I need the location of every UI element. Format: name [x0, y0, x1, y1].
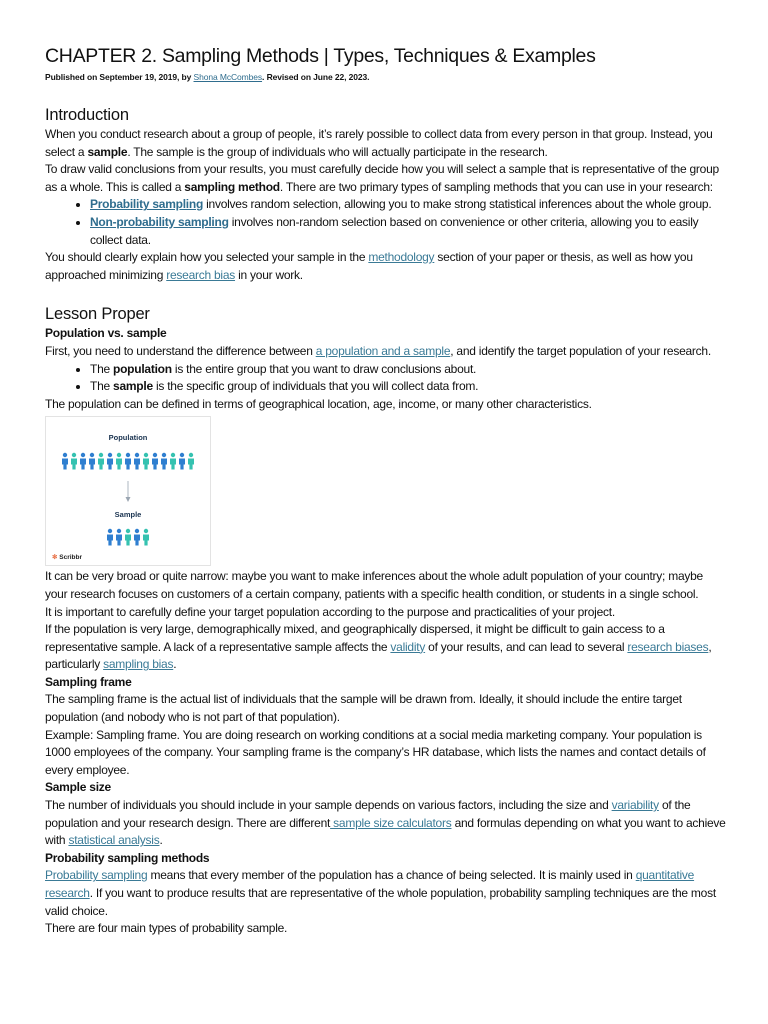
- page-title: CHAPTER 2. Sampling Methods | Types, Techniques & Examples: [45, 45, 596, 67]
- person-icon: [80, 453, 86, 470]
- sample-size-calculators-link[interactable]: sample size calculators: [330, 815, 452, 830]
- person-icon: [62, 453, 68, 470]
- figure-graphic: [46, 417, 210, 565]
- subheading-population-vs-sample: Population vs. sample: [45, 326, 167, 341]
- person-icon: [134, 453, 140, 470]
- list-item: • The sample is the specific group of individuals that you will collect data from.: [90, 378, 728, 396]
- sampling-types-list: [45, 196, 728, 249]
- population-paragraph-1: First, you need to understand the difference between a population and a sample, and identify the target population of your research.: [45, 343, 711, 358]
- person-icon: [116, 453, 122, 470]
- section-heading-lesson-proper: Lesson Proper: [45, 305, 150, 324]
- person-icon: [116, 529, 122, 546]
- research-biases-link[interactable]: research biases: [627, 639, 709, 654]
- population-paragraph-2: The population can be defined in terms of geographical location, age, income, or many other characteristics.: [45, 396, 592, 411]
- statistical-analysis-link[interactable]: statistical analysis: [68, 833, 160, 848]
- variability-link[interactable]: variability: [611, 798, 659, 813]
- population-paragraph-4: It is important to carefully define your target population according to the purpose and practicalities of your project.: [45, 604, 615, 619]
- figure-label-population: Population: [108, 433, 148, 443]
- section-heading-introduction: Introduction: [45, 106, 129, 124]
- person-icon: [143, 453, 149, 470]
- probability-sampling-link-2[interactable]: Probability sampling: [45, 868, 148, 883]
- probability-paragraph-2: There are four main types of probability sample.: [45, 921, 288, 936]
- author-link[interactable]: Shona McCombes: [193, 72, 263, 82]
- sampling-frame-paragraph-1: The sampling frame is the actual list of individuals that the sample will be drawn from. Ideally, it should include the entire target population (and nobody who is not part of that population).: [45, 692, 682, 725]
- list-item: • Non-probability sampling involves non-random selection based on convenience or other criteria, allowing you to easily collect data.: [90, 214, 728, 249]
- intro-paragraph-3: You should clearly explain how you selected your sample in the methodology section of your paper or thesis, as well as how you approached minimizing research bias in your work.: [45, 250, 693, 282]
- list-item: • The population is the entire group that you want to draw conclusions about.: [90, 361, 728, 379]
- arrow-head-icon: [126, 497, 131, 502]
- population-sample-figure: [45, 416, 211, 566]
- population-and-sample-link[interactable]: a population and a sample: [315, 343, 451, 358]
- person-icon: [107, 529, 113, 546]
- person-icon: [125, 453, 131, 470]
- sampling-frame-example: Example: Sampling frame. You are doing research on working conditions at a social media marketing company. Your population is 1000 employees of the company. Your sampling frame is the company’s HR database, which lists the names and contact details of every employee.: [45, 727, 706, 777]
- sampling-bias-link[interactable]: sampling bias: [103, 657, 174, 672]
- validity-link[interactable]: validity: [390, 639, 426, 654]
- person-icon: [98, 453, 104, 470]
- population-definition-list: [45, 361, 728, 396]
- person-icon: [152, 453, 158, 470]
- list-item: • Probability sampling involves random selection, allowing you to make strong statistical inferences about the whole group.: [90, 196, 728, 214]
- person-icon: [179, 453, 185, 470]
- probability-paragraph-1: Probability sampling means that every member of the population has a chance of being selected. It is mainly used in quantitative research. If you want to produce results that are representative of the whole population, probability sampling techniques are the most valid choice.: [45, 868, 716, 918]
- person-icon: [170, 453, 176, 470]
- quantitative-research-link[interactable]: quantitative research: [45, 868, 695, 900]
- population-paragraph-5: If the population is very large, demographically mixed, and geographically dispersed, it might be difficult to gain access to a representative sample. A lack of a representative sample affects the validity of your results, and can lead to several research biases, particularly sampling bias.: [45, 622, 712, 672]
- person-icon: [89, 453, 95, 470]
- subheading-sample-size: Sample size: [45, 780, 111, 795]
- non-probability-sampling-link[interactable]: Non-probability sampling: [90, 214, 229, 229]
- sample-size-paragraph: The number of individuals you should include in your sample depends on various factors, including the size and variability of the population and your research design. There are different sample size calculators and formulas depending on what you want to achieve with statistical analysis.: [45, 798, 726, 848]
- publication-info: Published on September 19, 2019, by Shona McCombes. Revised on June 22, 2023.: [45, 72, 370, 82]
- person-icon: [143, 529, 149, 546]
- person-icon: [71, 453, 77, 470]
- intro-paragraph-1: When you conduct research about a group of people, it’s rarely possible to collect data from every person in that group. Instead, you select a sample. The sample is the group of individuals who will actually participate in the research.: [45, 127, 713, 159]
- person-icon: [134, 529, 140, 546]
- scribbr-logo: ✻ Scribbr: [52, 554, 83, 562]
- figure-label-sample: Sample: [114, 510, 142, 520]
- person-icon: [161, 453, 167, 470]
- person-icon: [188, 453, 194, 470]
- subheading-sampling-frame: Sampling frame: [45, 674, 132, 689]
- intro-paragraph-2: To draw valid conclusions from your results, you must carefully decide how you will select a sample that is representative of the group as a whole. This is called a sampling method. There are two primary types of sampling methods that you can use in your research:: [45, 162, 719, 194]
- probability-sampling-link[interactable]: Probability sampling: [90, 197, 204, 212]
- research-bias-link[interactable]: research bias: [166, 267, 236, 282]
- person-icon: [125, 529, 131, 546]
- person-icon: [107, 453, 113, 470]
- population-paragraph-3: It can be very broad or quite narrow: maybe you want to make inferences about the whole adult population of your country; maybe your research focuses on customers of a certain company, patients with a specific health condition, or students in a single school.: [45, 569, 703, 601]
- methodology-link[interactable]: methodology: [368, 250, 435, 265]
- subheading-probability-sampling-methods: Probability sampling methods: [45, 850, 210, 865]
